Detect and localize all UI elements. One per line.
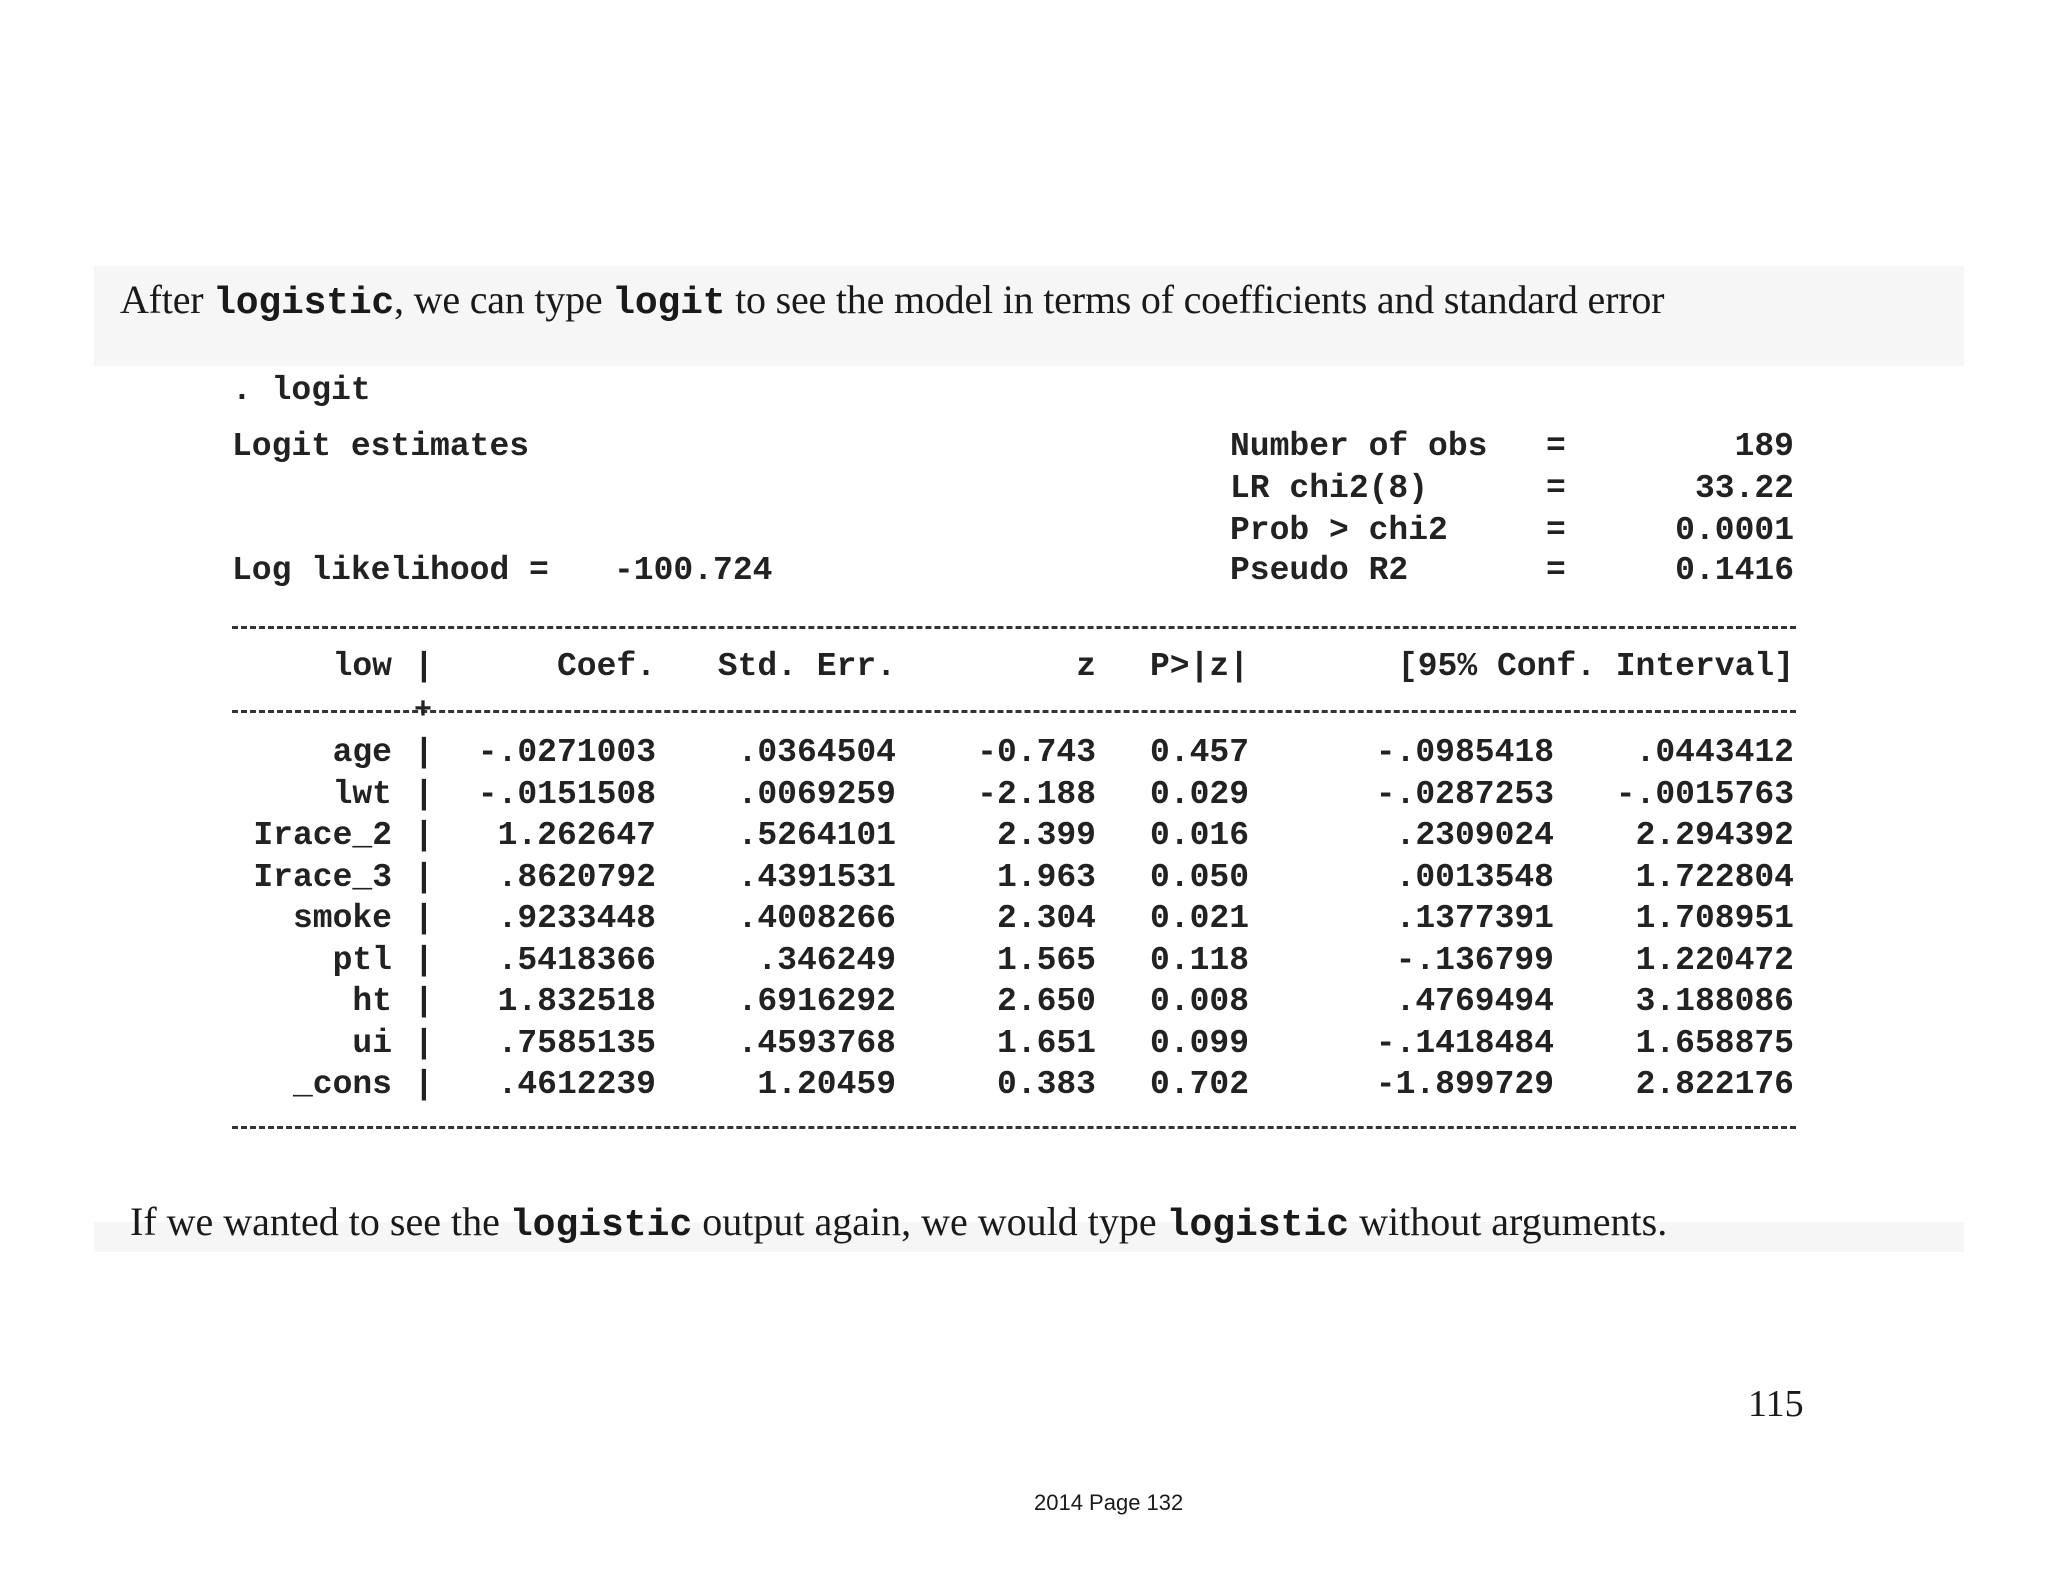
cell-var: ht bbox=[352, 983, 392, 1020]
cell-ci-high: .0443412 bbox=[1635, 734, 1794, 771]
cell-bar: | bbox=[414, 1024, 434, 1062]
stat-equals: = bbox=[1546, 552, 1566, 589]
cell-ci-low: -.1418484 bbox=[1375, 1024, 1554, 1062]
cell-p: 0.099 bbox=[1150, 1024, 1250, 1062]
cell-bar: | bbox=[414, 900, 434, 937]
cell-bar: | bbox=[414, 817, 434, 854]
cell-ci-high: 1.658875 bbox=[1635, 1024, 1794, 1062]
command-line: . logit bbox=[232, 372, 371, 409]
header-rule bbox=[232, 710, 1796, 713]
col-header-p: P>|z| bbox=[1150, 648, 1250, 685]
cell-ci-low: -.0985418 bbox=[1375, 734, 1554, 771]
cell-z: 1.565 bbox=[996, 941, 1096, 979]
cell-se: .6916292 bbox=[737, 983, 896, 1020]
stat-equals: = bbox=[1546, 470, 1566, 507]
col-header-ci: [95% Conf. Interval] bbox=[1397, 648, 1794, 685]
cell-se: .5264101 bbox=[737, 817, 896, 854]
stat-label: Prob > chi2 bbox=[1230, 512, 1448, 549]
table-row bbox=[0, 900, 2048, 942]
table-row bbox=[0, 942, 2048, 984]
top-rule bbox=[232, 626, 1796, 629]
cell-bar: | bbox=[414, 858, 434, 896]
cell-var: lwt bbox=[332, 775, 392, 813]
cell-var: ptl bbox=[332, 941, 392, 979]
col-header-coef: Coef. bbox=[556, 648, 656, 685]
cell-var: Irace_2 bbox=[253, 817, 392, 854]
stat-value: 0.0001 bbox=[1675, 512, 1794, 549]
cell-p: 0.702 bbox=[1150, 1066, 1250, 1103]
stat-label: Number of obs bbox=[1230, 428, 1488, 465]
col-header-bar: | bbox=[414, 648, 434, 685]
cell-z: 2.399 bbox=[996, 817, 1096, 854]
cell-var: Irace_3 bbox=[253, 858, 392, 896]
cell-var: age bbox=[332, 734, 392, 771]
stat-value: 0.1416 bbox=[1675, 552, 1794, 589]
cell-ci-low: .4769494 bbox=[1395, 983, 1554, 1020]
cell-coef: .8620792 bbox=[497, 858, 656, 896]
cell-ci-low: .1377391 bbox=[1395, 900, 1554, 937]
intro-middle: , we can type bbox=[394, 277, 613, 322]
cell-coef: .7585135 bbox=[497, 1024, 656, 1062]
cell-coef: 1.262647 bbox=[497, 817, 656, 854]
cell-coef: .9233448 bbox=[497, 900, 656, 937]
intro-text bbox=[120, 276, 1664, 325]
stat-value: 189 bbox=[1734, 428, 1794, 465]
cell-z: 1.963 bbox=[996, 858, 1096, 896]
table-row bbox=[0, 1025, 2048, 1067]
cell-p: 0.457 bbox=[1150, 734, 1250, 771]
loglik-value: -100.724 bbox=[614, 552, 773, 589]
cell-z: 0.383 bbox=[996, 1066, 1096, 1103]
cell-coef: -.0151508 bbox=[477, 775, 656, 813]
cell-var: _cons bbox=[292, 1066, 392, 1103]
cell-var: smoke bbox=[292, 900, 392, 937]
cell-p: 0.021 bbox=[1150, 900, 1250, 937]
header-rule-plus: + bbox=[414, 694, 433, 728]
cell-ci-high: 3.188086 bbox=[1635, 983, 1794, 1020]
cell-se: .0069259 bbox=[737, 775, 896, 813]
cell-coef: -.0271003 bbox=[477, 734, 656, 771]
cell-ci-high: -.0015763 bbox=[1615, 775, 1794, 813]
stat-label: LR chi2(8) bbox=[1230, 470, 1429, 507]
cell-ci-high: 2.294392 bbox=[1635, 817, 1794, 854]
col-header-var: low bbox=[332, 648, 392, 685]
cell-z: 2.304 bbox=[996, 900, 1096, 937]
cell-var: ui bbox=[352, 1024, 392, 1062]
cell-p: 0.029 bbox=[1150, 775, 1250, 813]
cell-p: 0.118 bbox=[1150, 941, 1250, 979]
cell-ci-high: 2.822176 bbox=[1635, 1066, 1794, 1103]
cell-p: 0.016 bbox=[1150, 817, 1250, 854]
intro-after: to see the model in terms of coefficients and standard error bbox=[725, 277, 1665, 322]
cell-se: .4391531 bbox=[737, 858, 896, 896]
cell-se: .0364504 bbox=[737, 734, 896, 771]
stat-value: 33.22 bbox=[1694, 470, 1794, 507]
cell-ci-low: .0013548 bbox=[1395, 858, 1554, 896]
table-row bbox=[0, 776, 2048, 818]
outro-before: If we wanted to see the bbox=[130, 1199, 510, 1244]
col-header-z: z bbox=[1076, 648, 1096, 685]
intro-before: After bbox=[120, 277, 214, 322]
col-header-se: Std. Err. bbox=[717, 648, 896, 685]
bottom-rule bbox=[232, 1126, 1796, 1129]
stat-equals: = bbox=[1546, 512, 1566, 549]
cell-coef: .4612239 bbox=[497, 1066, 656, 1103]
cell-se: .4008266 bbox=[737, 900, 896, 937]
cell-ci-low: .2309024 bbox=[1395, 817, 1554, 854]
table-row bbox=[0, 817, 2048, 859]
outro-after: without arguments. bbox=[1349, 1199, 1668, 1244]
cell-z: -0.743 bbox=[977, 734, 1096, 771]
cell-ci-high: 1.220472 bbox=[1635, 941, 1794, 979]
intro-cmd-logit: logit bbox=[612, 282, 726, 325]
cell-bar: | bbox=[414, 775, 434, 813]
cell-ci-high: 1.722804 bbox=[1635, 858, 1794, 896]
footer-text: 2014 Page 132 bbox=[1034, 1490, 1184, 1515]
stat-label: Pseudo R2 bbox=[1230, 552, 1409, 589]
page-number: 115 bbox=[1748, 1383, 1804, 1425]
cell-bar: | bbox=[414, 1066, 434, 1103]
cell-coef: .5418366 bbox=[497, 941, 656, 979]
table-row bbox=[0, 983, 2048, 1025]
cell-z: 1.651 bbox=[996, 1024, 1096, 1062]
cell-p: 0.050 bbox=[1150, 858, 1250, 896]
outro-middle: output again, we would type bbox=[692, 1199, 1167, 1244]
outro-text bbox=[130, 1198, 1667, 1247]
cell-se: .346249 bbox=[757, 941, 896, 979]
cell-p: 0.008 bbox=[1150, 983, 1250, 1020]
cell-bar: | bbox=[414, 941, 434, 979]
cell-bar: | bbox=[414, 983, 434, 1020]
cell-se: 1.20459 bbox=[757, 1066, 896, 1103]
table-row bbox=[0, 1066, 2048, 1108]
outro-cmd-logistic-2: logistic bbox=[1166, 1204, 1350, 1247]
table-row bbox=[0, 859, 2048, 901]
model-title: Logit estimates bbox=[232, 428, 530, 465]
cell-ci-high: 1.708951 bbox=[1635, 900, 1794, 937]
outro-cmd-logistic: logistic bbox=[509, 1204, 693, 1247]
cell-ci-low: -.0287253 bbox=[1375, 775, 1554, 813]
stat-equals: = bbox=[1546, 428, 1566, 465]
intro-cmd-logistic: logistic bbox=[213, 282, 395, 325]
cell-coef: 1.832518 bbox=[497, 983, 656, 1020]
cell-z: -2.188 bbox=[977, 775, 1096, 813]
cell-ci-low: -.136799 bbox=[1395, 941, 1554, 979]
cell-se: .4593768 bbox=[737, 1024, 896, 1062]
table-row bbox=[0, 734, 2048, 776]
loglik-label: Log likelihood = bbox=[232, 552, 549, 589]
cell-z: 2.650 bbox=[996, 983, 1096, 1020]
cell-ci-low: -1.899729 bbox=[1375, 1066, 1554, 1103]
cell-bar: | bbox=[414, 734, 434, 771]
